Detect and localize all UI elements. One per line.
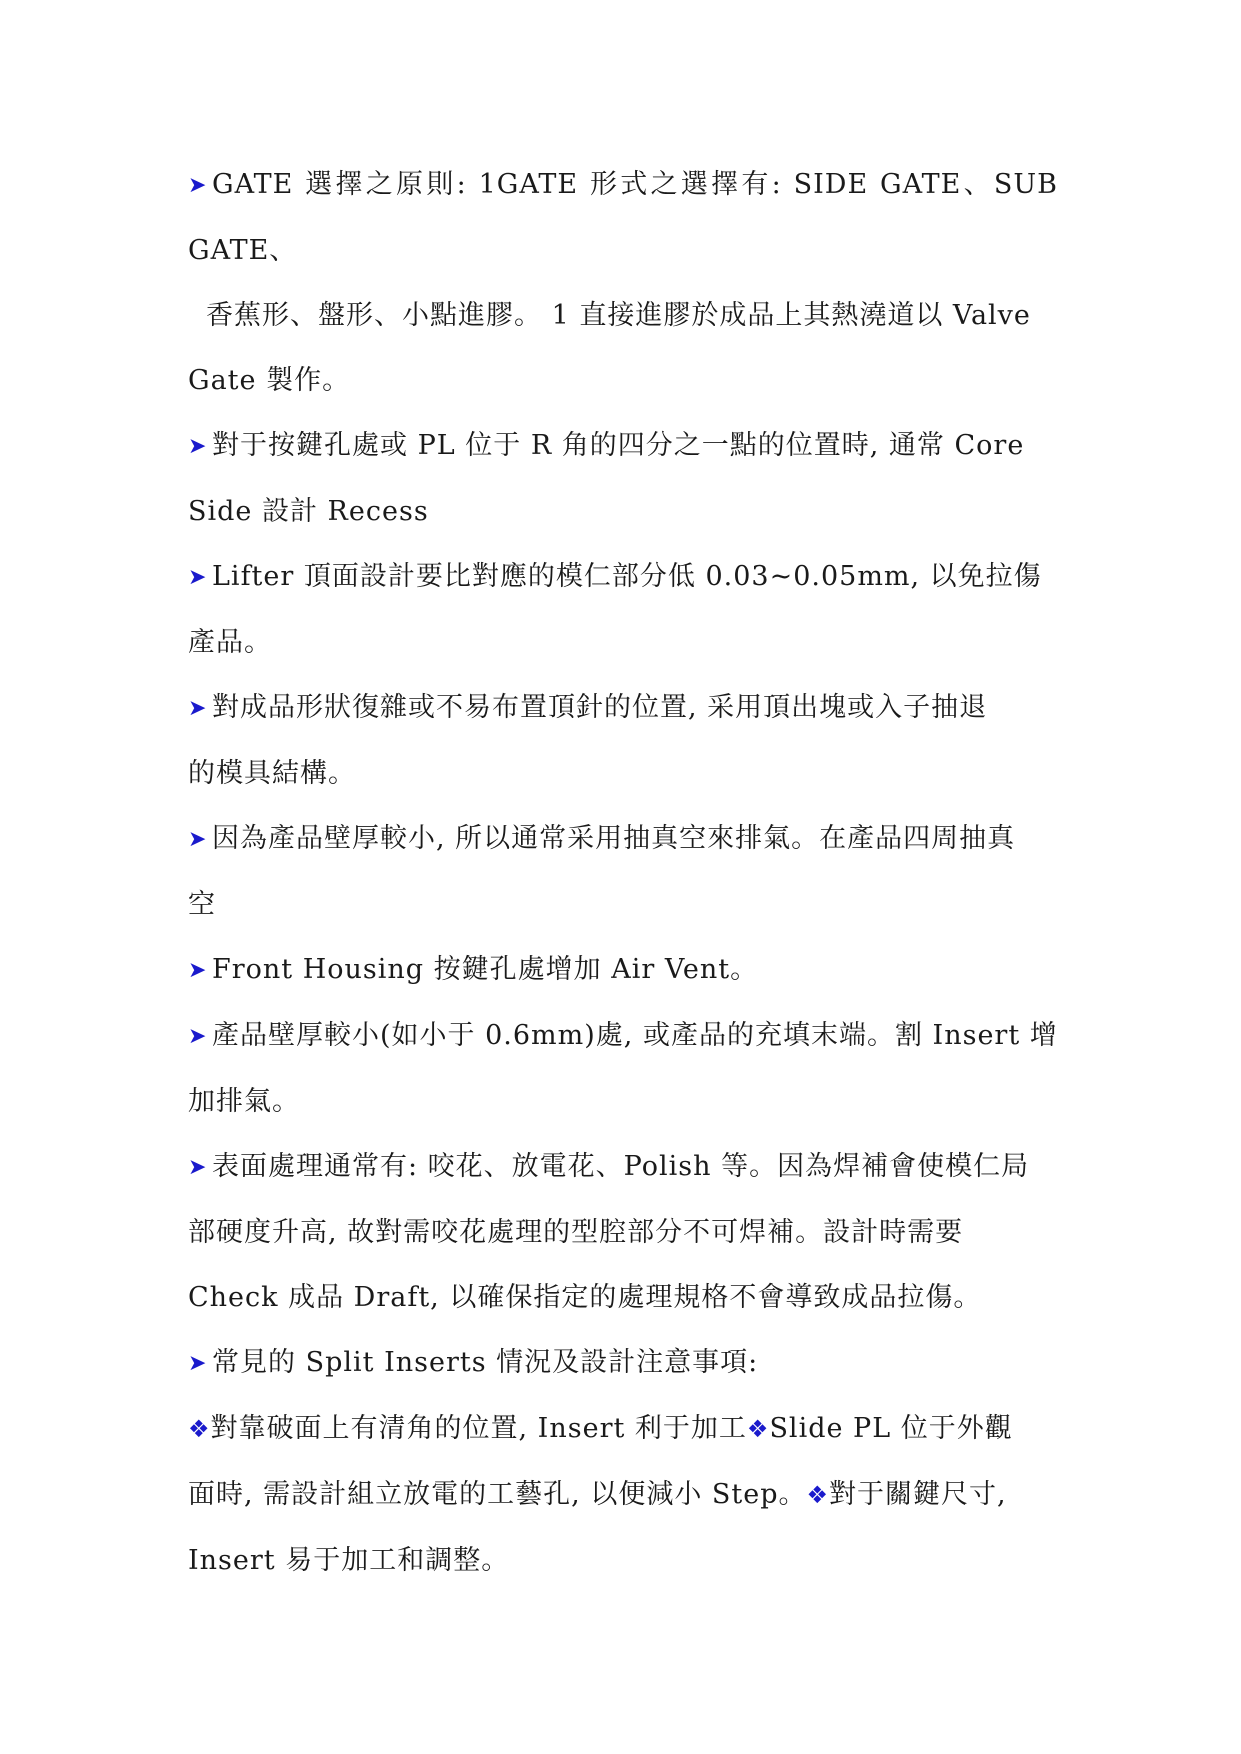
paragraph-vacuum-venting — [188, 806, 1058, 937]
arrowhead-bullet-icon: ➤ — [188, 434, 208, 459]
text-line: 的模具結構。 — [188, 758, 356, 789]
paragraph-gate-selection — [188, 152, 1058, 413]
arrowhead-bullet-icon: ➤ — [188, 696, 208, 721]
text-line: 表面處理通常有: 咬花、放電花、Polish 等。因為焊補會使模仁局 — [212, 1151, 1030, 1182]
arrowhead-bullet-icon: ➤ — [188, 1351, 208, 1376]
text-line: GATE 選擇之原則: 1GATE 形式之選擇有: SIDE GATE、SUB GATE、 — [188, 169, 1058, 266]
arrowhead-bullet-icon: ➤ — [188, 958, 208, 983]
text-segment: 對于關鍵尺寸, — [829, 1479, 1007, 1510]
text-line: 加排氣。 — [188, 1086, 300, 1117]
text-segment: 對靠破面上有清角的位置, Insert 利于加工 — [210, 1413, 747, 1444]
text-line: 對于按鍵孔處或 PL 位于 R 角的四分之一點的位置時, 通常 Core — [212, 430, 1025, 461]
four-diamond-bullet-icon: ❖ — [746, 1415, 770, 1443]
text-segment: Slide PL 位于外觀 — [769, 1413, 1013, 1444]
paragraph-ejector-block — [188, 675, 1058, 806]
document-body — [188, 152, 1058, 1593]
paragraph-front-housing-vent — [188, 937, 1058, 1003]
paragraph-split-inserts-details — [188, 1396, 1058, 1593]
paragraph-key-hole-recess — [188, 413, 1058, 544]
text-line: 產品。 — [188, 627, 272, 658]
four-diamond-bullet-icon: ❖ — [188, 1415, 211, 1443]
text-line: 產品壁厚較小(如小于 0.6mm)處, 或產品的充填末端。割 Insert 增 — [212, 1020, 1058, 1051]
text-line: 空 — [188, 889, 216, 920]
paragraph-thin-wall-insert — [188, 1003, 1058, 1134]
text-line: Side 設計 Recess — [188, 496, 429, 527]
arrowhead-bullet-icon: ➤ — [188, 565, 208, 590]
text-line: Lifter 頂面設計要比對應的模仁部分低 0.03~0.05mm, 以免拉傷 — [212, 561, 1042, 592]
text-line: 對成品形狀復雜或不易布置頂針的位置, 采用頂出塊或入子抽退 — [212, 692, 988, 723]
arrowhead-bullet-icon: ➤ — [188, 827, 208, 852]
paragraph-lifter-top — [188, 544, 1058, 675]
paragraph-surface-treatment — [188, 1134, 1058, 1330]
arrowhead-bullet-icon: ➤ — [188, 1155, 208, 1180]
text-line: 部硬度升高, 故對需咬花處理的型腔部分不可焊補。設計時需要 — [188, 1217, 964, 1248]
text-line: Insert 易于加工和調整。 — [188, 1545, 510, 1576]
text-line: 常見的 Split Inserts 情況及設計注意事項: — [212, 1347, 759, 1378]
text-line: Gate 製作。 — [188, 365, 351, 396]
text-line: Check 成品 Draft, 以確保指定的處理規格不會導致成品拉傷。 — [188, 1282, 982, 1313]
text-line: 香蕉形、盤形、小點進膠。 1 直接進膠於成品上其熱澆道以 Valve — [206, 300, 1031, 331]
arrowhead-bullet-icon: ➤ — [188, 173, 208, 198]
paragraph-split-inserts-heading — [188, 1330, 1058, 1396]
text-line: Front Housing 按鍵孔處增加 Air Vent。 — [212, 954, 759, 985]
text-segment: 面時, 需設計組立放電的工藝孔, 以便減小 Step。 — [188, 1479, 807, 1510]
arrowhead-bullet-icon: ➤ — [188, 1024, 208, 1049]
four-diamond-bullet-icon: ❖ — [806, 1481, 830, 1509]
text-line: 因為產品壁厚較小, 所以通常采用抽真空來排氣。在產品四周抽真 — [212, 823, 1016, 854]
